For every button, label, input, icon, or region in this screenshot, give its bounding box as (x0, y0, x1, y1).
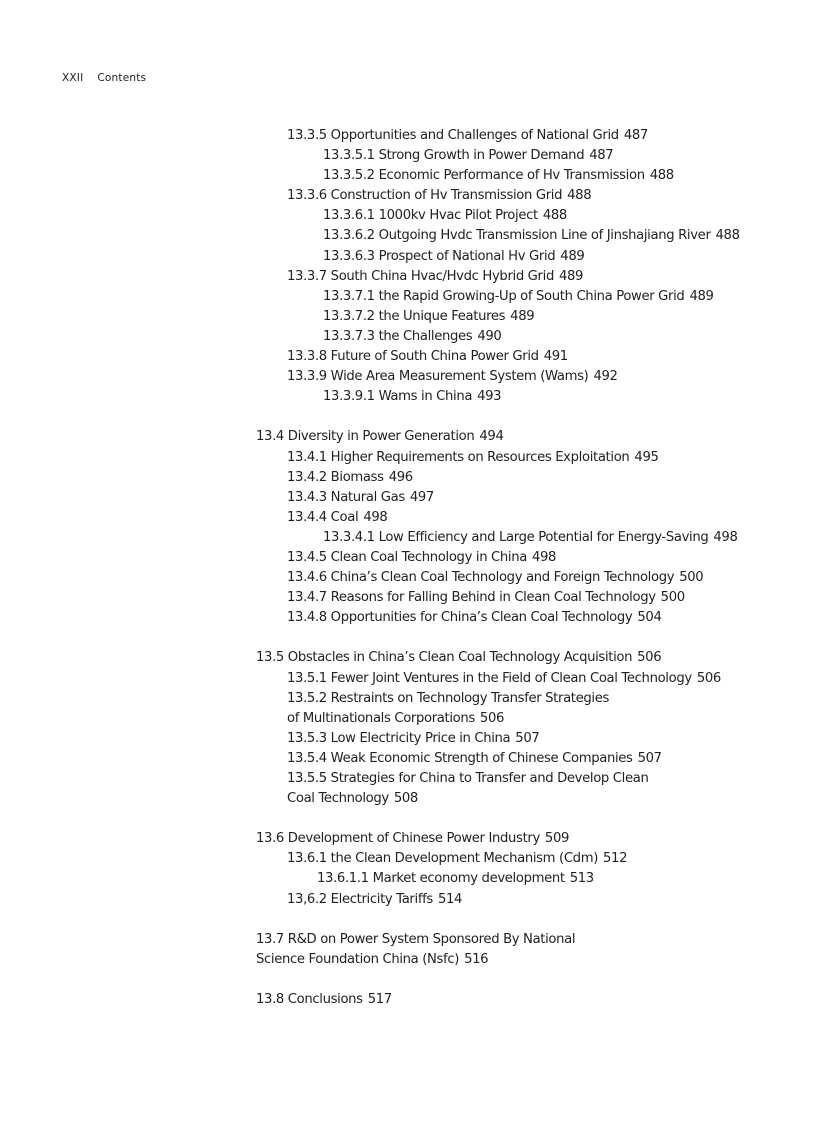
toc-entry-page: 492 (593, 369, 618, 385)
toc-entry-title: of Multinationals Corporations (287, 710, 475, 726)
toc-entry-page: 489 (689, 288, 714, 304)
toc-entry-title: Science Foundation China (Nsfc) (256, 951, 460, 967)
toc-entry-title: 13.3.6.3 Prospect of National Hv Grid (323, 248, 556, 264)
toc-entry[interactable] (0, 749, 816, 769)
toc-entry-page: 504 (637, 610, 662, 626)
toc-entry-title: 13.4.1 Higher Requirements on Resources Exploitation (287, 449, 630, 465)
toc-entry-page: 512 (603, 851, 628, 867)
toc-entry-page: 487 (623, 128, 648, 143)
toc-entry-title: 13.4.6 China’s Clean Coal Technology and Foreign Technology (287, 570, 675, 586)
toc-entry-page: 490 (477, 328, 502, 344)
toc-entry-title: 13.4.8 Opportunities for China’s Clean Coal Technology (287, 610, 633, 626)
toc-entry[interactable] (0, 307, 816, 327)
toc-entry[interactable] (0, 588, 816, 608)
toc-entry[interactable] (0, 287, 816, 307)
toc-entry-page: 488 (567, 188, 592, 204)
toc-entry[interactable] (0, 548, 816, 568)
toc-entry-title: 13.4 Diversity in Power Generation (256, 429, 475, 445)
toc-entry[interactable] (0, 166, 816, 186)
toc-entry-title: 13.3.6 Construction of Hv Transmission Grid (287, 188, 563, 204)
toc-entry-page: 498 (363, 509, 388, 525)
toc-entry-title: 13.3.7.3 the Challenges (323, 328, 473, 344)
toc-entry[interactable] (0, 528, 816, 548)
toc-entry-title: 13.5.1 Fewer Joint Ventures in the Field of Clean Coal Technology (287, 670, 692, 686)
toc-entry-title: 13.3.6.2 Outgoing Hvdc Transmission Line of Jinshajiang River (323, 228, 711, 244)
toc-entry-title: 13.6 Development of Chinese Power Industry (256, 831, 540, 847)
toc-entry[interactable] (0, 869, 816, 889)
page-number: XXII (62, 72, 84, 84)
toc-entry[interactable] (0, 468, 816, 488)
section-gap (0, 970, 816, 990)
toc-entry-page: 516 (464, 951, 489, 967)
section-gap (0, 407, 816, 427)
toc-entry[interactable] (0, 226, 816, 246)
toc-entry-page: 498 (713, 529, 738, 545)
toc-entry[interactable] (0, 186, 816, 206)
toc-entry-page: 500 (679, 570, 704, 586)
toc-entry[interactable] (0, 146, 816, 166)
running-head (62, 72, 146, 84)
toc-entry[interactable] (0, 267, 816, 287)
toc-entry[interactable] (0, 829, 816, 849)
toc-entry-page: 514 (437, 891, 463, 907)
toc-entry[interactable] (0, 689, 816, 709)
toc-entry-title: 13,6.2 Electricity Tariffs (287, 891, 433, 907)
toc-entry[interactable] (0, 950, 816, 970)
toc-entry-page: 487 (589, 148, 614, 164)
toc-entry-page: 495 (634, 449, 659, 465)
toc-entry[interactable] (0, 508, 816, 528)
toc-entry-title: 13.6.1.1 Market economy development (317, 871, 565, 887)
toc-entry-page: 489 (558, 268, 584, 284)
toc-entry-title: 13.3.5.2 Economic Performance of Hv Transmission (323, 168, 645, 184)
toc-entry-page: 506 (479, 710, 505, 726)
toc-entry[interactable] (0, 327, 816, 347)
toc-entry-page: 489 (560, 248, 585, 264)
toc-entry-title: 13.4.2 Biomass (287, 469, 384, 485)
toc-entry[interactable] (0, 709, 816, 729)
toc-entry-title: 13.3.5 Opportunities and Challenges of National Grid (287, 128, 619, 143)
toc-entry-title: 13.3.9.1 Wams in China (323, 389, 473, 405)
toc-entry-title: 13.4.5 Clean Coal Technology in China (287, 549, 527, 565)
toc-entry[interactable] (0, 729, 816, 749)
toc-entry[interactable] (0, 890, 816, 910)
toc-entry[interactable] (0, 387, 816, 407)
toc-entry[interactable] (0, 247, 816, 267)
toc-entry[interactable] (0, 669, 816, 689)
toc-entry[interactable] (0, 448, 816, 468)
toc-entry-title: 13.4.7 Reasons for Falling Behind in Clean Coal Technology (287, 590, 656, 606)
toc-entry-page: 488 (542, 208, 567, 224)
toc-entry-title: 13.3.7.2 the Unique Features (323, 308, 506, 324)
toc-entry-page: 507 (515, 730, 540, 746)
toc-entry-title: 13.4.4 Coal (287, 509, 359, 525)
toc-entry-title: Coal Technology (287, 791, 389, 807)
toc-entry-title: 13.3.5.1 Strong Growth in Power Demand (323, 148, 585, 164)
toc-entry-page: 517 (367, 992, 392, 1008)
toc-entry-page: 508 (393, 791, 418, 807)
toc-entry-title: 13.4.3 Natural Gas (287, 489, 405, 505)
toc-entry-title: 13.5.4 Weak Economic Strength of Chinese Companies (287, 750, 633, 766)
toc-entry[interactable] (0, 347, 816, 367)
toc-entry[interactable] (0, 608, 816, 628)
toc-entry-title: 13.3.8 Future of South China Power Grid (287, 349, 539, 365)
toc-entry-page: 493 (477, 389, 502, 405)
toc-entry-page: 488 (715, 228, 740, 244)
toc-entry[interactable] (0, 206, 816, 226)
toc-entry-page: 488 (649, 168, 674, 184)
toc-entry-page: 506 (637, 650, 662, 666)
toc-entry[interactable] (0, 648, 816, 668)
toc-entry-page: 494 (479, 429, 504, 445)
toc-entry-page: 509 (544, 831, 570, 847)
toc-entry-title: 13.5.3 Low Electricity Price in China (287, 730, 511, 746)
toc-entry[interactable] (0, 367, 816, 387)
toc-entry[interactable] (0, 789, 816, 809)
toc-entry-title: 13.6.1 the Clean Development Mechanism (Cdm) (287, 851, 598, 867)
toc-entry[interactable] (0, 990, 816, 1010)
toc-entry-title: 13.8 Conclusions (256, 992, 363, 1008)
toc-entry-page: 500 (660, 590, 685, 606)
toc-entry-title: 13.3.4.1 Low Efficiency and Large Potential for Energy-Saving (323, 529, 709, 545)
running-title: Contents (97, 72, 147, 84)
toc-entry-title: 13.7 R&D on Power System Sponsored By National (256, 931, 576, 947)
toc-entry[interactable] (0, 427, 816, 447)
toc-entry-page: 506 (696, 670, 721, 686)
toc-entry-title: 13.3.9 Wide Area Measurement System (Wams) (287, 369, 589, 385)
toc-entry-title: 13.3.6.1 1000kv Hvac Pilot Project (323, 208, 538, 224)
toc-entry-page: 497 (409, 489, 434, 505)
toc-entry-page: 491 (543, 349, 568, 365)
toc-entry[interactable] (0, 126, 816, 146)
toc-entry-page: 513 (569, 871, 594, 887)
toc-entry-page: 507 (637, 750, 662, 766)
toc-entry[interactable] (0, 769, 816, 789)
toc-entry-title: 13.5.5 Strategies for China to Transfer and Develop Clean (287, 771, 649, 786)
toc-entry-page: 498 (531, 549, 557, 565)
section-gap (0, 809, 816, 829)
table-of-contents (0, 126, 816, 1010)
toc-entry[interactable] (0, 568, 816, 588)
toc-entry[interactable] (0, 849, 816, 869)
toc-entry-title: 13.5.2 Restraints on Technology Transfer Strategies (287, 690, 610, 706)
toc-entry[interactable] (0, 930, 816, 950)
section-gap (0, 628, 816, 648)
toc-entry-title: 13.3.7.1 the Rapid Growing-Up of South China Power Grid (323, 288, 685, 304)
toc-entry-page: 489 (510, 308, 535, 324)
section-gap (0, 910, 816, 930)
toc-entry-page: 496 (388, 469, 413, 485)
toc-entry-title: 13.3.7 South China Hvac/Hvdc Hybrid Grid (287, 268, 554, 284)
toc-entry[interactable] (0, 488, 816, 508)
toc-entry-title: 13.5 Obstacles in China’s Clean Coal Technology Acquisition (256, 650, 633, 666)
